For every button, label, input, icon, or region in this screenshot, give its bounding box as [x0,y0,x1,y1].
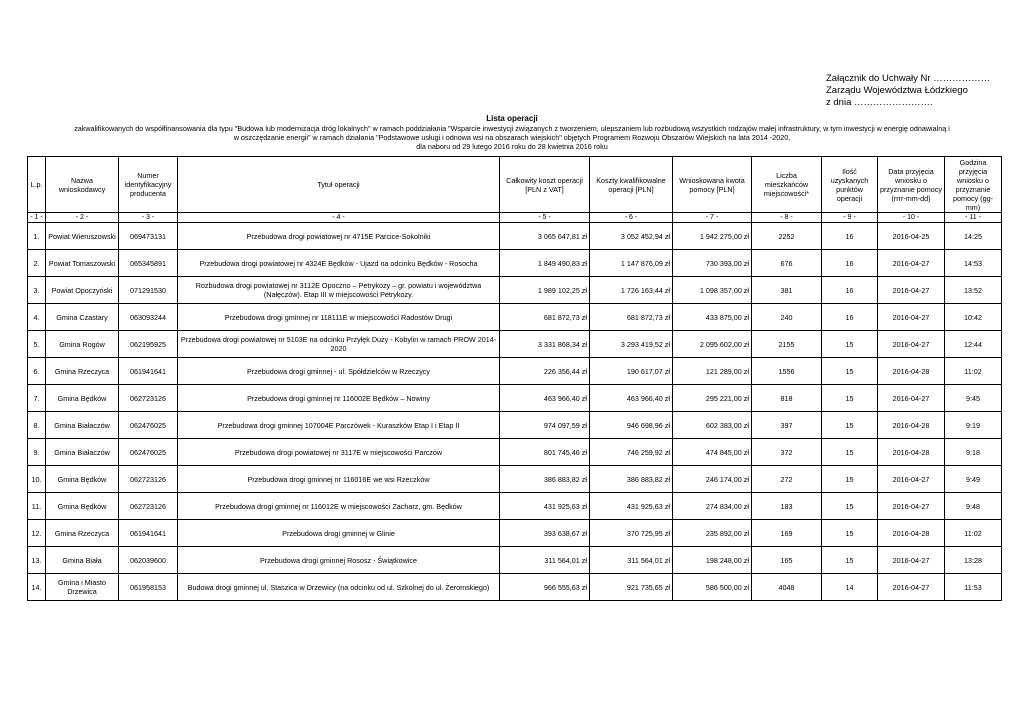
table-row [28,358,1002,385]
cell-residents: 397 [752,412,822,439]
cell-eligible-costs: 386 883,82 zł [590,466,673,493]
column-number: - 6 - [590,213,673,223]
cell-lp: 6. [28,358,46,385]
table-header-row [28,157,1002,213]
cell-eligible-costs: 311 564,01 zł [590,547,673,574]
cell-requested-amount: 730 393,00 zł [673,250,752,277]
cell-eligible-costs: 921 735,65 zł [590,574,673,601]
cell-eligible-costs: 946 698,96 zł [590,412,673,439]
cell-applicant: Powiat Wieruszowski [46,223,119,250]
cell-time: 13:52 [945,277,1002,304]
cell-lp: 8. [28,412,46,439]
cell-applicant: Gmina Rogów [46,331,119,358]
header-residents: Liczba mieszkańców miejscowości* [752,157,822,213]
cell-producer-id: 062723126 [119,493,178,520]
table-body [28,223,1002,601]
cell-date: 2016-04-27 [878,547,945,574]
cell-date: 2016-04-27 [878,493,945,520]
cell-residents: 240 [752,304,822,331]
cell-eligible-costs: 1 147 876,09 zł [590,250,673,277]
annex-line-date: z dnia ……………………. [826,97,933,108]
cell-points: 15 [822,466,878,493]
cell-residents: 4048 [752,574,822,601]
cell-residents: 676 [752,250,822,277]
cell-operation-title: Budowa drogi gminnej ul. Staszica w Drzewicy (na odcinku od ul. Szkolnej do ul. Żeromskiego) [178,574,500,601]
cell-operation-title: Rozbudowa drogi powiatowej nr 3112E Opoczno – Petrykozy – gr. powiatu i województwa (Nałęczów). Etap III w miejscowości Petrykozy. [178,277,500,304]
table-row [28,304,1002,331]
cell-producer-id: 063093244 [119,304,178,331]
cell-operation-title: Przebudowa drogi powiatowej nr 5103E na odcinku Przyłęk Duży - Kobylin w ramach PROW 2014-2020 [178,331,500,358]
header-lp: L.p. [28,157,46,213]
cell-residents: 381 [752,277,822,304]
heading-line-3: dla naboru od 29 lutego 2016 roku do 28 kwietnia 2016 roku [416,142,608,151]
cell-date: 2016-04-27 [878,331,945,358]
cell-time: 11:53 [945,574,1002,601]
header-time: Godzina przyjęcia wniosku o przyznanie pomocy (gg-mm) [945,157,1002,213]
cell-requested-amount: 474 845,00 zł [673,439,752,466]
table-row [28,412,1002,439]
table-row [28,520,1002,547]
cell-date: 2016-04-28 [878,439,945,466]
cell-points: 15 [822,520,878,547]
operations-table [27,156,1002,601]
cell-producer-id: 062195925 [119,331,178,358]
cell-total-cost: 386 883,82 zł [500,466,590,493]
cell-residents: 818 [752,385,822,412]
cell-applicant: Gmina i Miasto Drzewica [46,574,119,601]
header-eligible-costs: Koszty kwalifikowalne operacji [PLN] [590,157,673,213]
column-number-row [28,213,1002,223]
cell-residents: 1556 [752,358,822,385]
cell-eligible-costs: 431 925,63 zł [590,493,673,520]
column-number: - 1 - [28,213,46,223]
cell-producer-id: 062476025 [119,412,178,439]
cell-operation-title: Przebudowa drogi gminnej nr 116002E Będków – Nowiny [178,385,500,412]
cell-applicant: Powiat Opoczyński [46,277,119,304]
cell-eligible-costs: 746 259,92 zł [590,439,673,466]
table-row [28,223,1002,250]
header-operation-title: Tytuł operacji [178,157,500,213]
cell-applicant: Gmina Będków [46,385,119,412]
cell-producer-id: 062039600 [119,547,178,574]
cell-operation-title: Przebudowa drogi gminnej nr 116012E w miejscowości Zacharz, gm. Będków [178,493,500,520]
cell-requested-amount: 1 098 357,00 zł [673,277,752,304]
cell-time: 9:48 [945,493,1002,520]
cell-date: 2016-04-27 [878,277,945,304]
cell-producer-id: 062476025 [119,439,178,466]
column-number: - 2 - [46,213,119,223]
cell-date: 2016-04-28 [878,358,945,385]
cell-lp: 7. [28,385,46,412]
cell-producer-id: 069473131 [119,223,178,250]
cell-applicant: Gmina Białaczów [46,412,119,439]
header-applicant: Nazwa wnioskodawcy [46,157,119,213]
column-number: - 8 - [752,213,822,223]
cell-applicant: Gmina Czastary [46,304,119,331]
cell-total-cost: 681 872,73 zł [500,304,590,331]
column-number: - 9 - [822,213,878,223]
cell-date: 2016-04-25 [878,223,945,250]
cell-lp: 11. [28,493,46,520]
cell-applicant: Gmina Biała [46,547,119,574]
cell-total-cost: 966 555,63 zł [500,574,590,601]
cell-total-cost: 3 065 647,81 zł [500,223,590,250]
heading-line-1: zakwalifikowanych do współfinansowania dla typu "Budowa lub modernizacja dróg lokalnych" w ramach poddziałania "Wsparcie inwestycji związanych z tworzeniem, ulepszaniem lub rozbudową wszystkich rodzajów małej infrastruktury, w tym inwestycji w energię odnawialną i [74,124,950,133]
cell-total-cost: 801 745,46 zł [500,439,590,466]
annex-note [826,73,990,109]
cell-date: 2016-04-27 [878,466,945,493]
cell-operation-title: Przebudowa drogi gminnej - ul. Spółdzielców w Rzeczycy [178,358,500,385]
header-total-cost: Całkowity koszt operacji [PLN z VAT] [500,157,590,213]
cell-requested-amount: 433 875,00 zł [673,304,752,331]
cell-points: 15 [822,493,878,520]
cell-points: 14 [822,574,878,601]
cell-total-cost: 431 925,63 zł [500,493,590,520]
column-number: - 10 - [878,213,945,223]
cell-date: 2016-04-27 [878,250,945,277]
cell-lp: 9. [28,439,46,466]
cell-eligible-costs: 190 617,07 zł [590,358,673,385]
cell-total-cost: 974 097,59 zł [500,412,590,439]
cell-time: 9:49 [945,466,1002,493]
cell-producer-id: 062723126 [119,385,178,412]
cell-total-cost: 1 989 102,25 zł [500,277,590,304]
cell-residents: 372 [752,439,822,466]
column-number: - 5 - [500,213,590,223]
cell-residents: 165 [752,547,822,574]
table-row [28,466,1002,493]
cell-eligible-costs: 681 872,73 zł [590,304,673,331]
cell-lp: 3. [28,277,46,304]
cell-operation-title: Przebudowa drogi powiatowej nr 4324E Będków - Ujazd na odcinku Będków - Rosocha [178,250,500,277]
heading-line-2: w oszczędzanie energii" w ramach działania "Podstawowe usługi i odnowa wsi na obszarach wiejskich" objętych Programem Rozwoju Obszarów Wiejskich na lata 2014 -2020, [233,133,791,142]
cell-residents: 2155 [752,331,822,358]
cell-operation-title: Przebudowa drogi gminnej Rososz - Świątkowice [178,547,500,574]
cell-date: 2016-04-28 [878,520,945,547]
table-row [28,250,1002,277]
cell-requested-amount: 1 942 275,00 zł [673,223,752,250]
cell-time: 12:44 [945,331,1002,358]
cell-requested-amount: 295 221,00 zł [673,385,752,412]
cell-time: 9:45 [945,385,1002,412]
cell-requested-amount: 235 892,00 zł [673,520,752,547]
cell-residents: 169 [752,520,822,547]
cell-lp: 13. [28,547,46,574]
cell-applicant: Gmina Rzeczyca [46,520,119,547]
cell-points: 16 [822,277,878,304]
annex-line-resolution: Załącznik do Uchwały Nr ……………… [826,73,991,84]
header-points: Ilość uzyskanych punktów operacji [822,157,878,213]
cell-operation-title: Przebudowa drogi powiatowej nr 3117E w miejscowości Parczów [178,439,500,466]
cell-residents: 2252 [752,223,822,250]
cell-requested-amount: 198 248,00 zł [673,547,752,574]
cell-time: 14:53 [945,250,1002,277]
cell-lp: 2. [28,250,46,277]
cell-points: 16 [822,250,878,277]
table-row [28,493,1002,520]
cell-eligible-costs: 1 726 163,44 zł [590,277,673,304]
cell-operation-title: Przebudowa drogi gminnej w Glinie [178,520,500,547]
cell-applicant: Gmina Rzeczyca [46,358,119,385]
cell-points: 15 [822,385,878,412]
cell-producer-id: 061941641 [119,358,178,385]
cell-total-cost: 311 564,01 zł [500,547,590,574]
header-producer-id: Numer identyfikacyjny producenta [119,157,178,213]
column-number: - 7 - [673,213,752,223]
column-number: - 11 - [945,213,1002,223]
cell-producer-id: 071291530 [119,277,178,304]
cell-requested-amount: 246 174,00 zł [673,466,752,493]
cell-eligible-costs: 463 966,40 zł [590,385,673,412]
header-date: Data przyjęcia wniosku o przyznanie pomocy (rrrr-mm-dd) [878,157,945,213]
cell-lp: 1. [28,223,46,250]
cell-points: 16 [822,304,878,331]
cell-requested-amount: 2 095 602,00 zł [673,331,752,358]
cell-eligible-costs: 3 293 419,52 zł [590,331,673,358]
cell-residents: 272 [752,466,822,493]
table-row [28,574,1002,601]
header-requested-amount: Wnioskowana kwota pomocy [PLN] [673,157,752,213]
cell-operation-title: Przebudowa drogi gminnej nr 118111E w miejscowości Radostów Drugi [178,304,500,331]
table-row [28,385,1002,412]
cell-time: 14:25 [945,223,1002,250]
cell-producer-id: 062723126 [119,466,178,493]
column-number: - 3 - [119,213,178,223]
cell-requested-amount: 586 500,00 zł [673,574,752,601]
document-title: Lista operacji [486,114,538,123]
cell-time: 11:02 [945,520,1002,547]
table-row [28,277,1002,304]
cell-total-cost: 226 356,44 zł [500,358,590,385]
cell-requested-amount: 274 834,00 zł [673,493,752,520]
document-heading [20,114,1004,151]
cell-time: 10:42 [945,304,1002,331]
cell-lp: 12. [28,520,46,547]
cell-points: 15 [822,331,878,358]
annex-line-board: Zarządu Województwa Łódzkiego [826,85,968,96]
cell-total-cost: 393 638,67 zł [500,520,590,547]
cell-date: 2016-04-27 [878,304,945,331]
cell-points: 15 [822,439,878,466]
cell-requested-amount: 602 383,00 zł [673,412,752,439]
cell-points: 15 [822,412,878,439]
cell-total-cost: 3 331 868,34 zł [500,331,590,358]
cell-total-cost: 1 849 490,83 zł [500,250,590,277]
cell-eligible-costs: 370 725,95 zł [590,520,673,547]
cell-operation-title: Przebudowa drogi gminnej 107004E Parczówek - Kuraszków Etap I i Etap II [178,412,500,439]
cell-lp: 4. [28,304,46,331]
cell-lp: 5. [28,331,46,358]
cell-producer-id: 061941641 [119,520,178,547]
cell-total-cost: 463 966,40 zł [500,385,590,412]
cell-lp: 10. [28,466,46,493]
cell-eligible-costs: 3 052 452,94 zł [590,223,673,250]
table-row [28,547,1002,574]
cell-applicant: Gmina Będków [46,466,119,493]
cell-date: 2016-04-28 [878,412,945,439]
cell-points: 15 [822,547,878,574]
cell-date: 2016-04-27 [878,574,945,601]
cell-date: 2016-04-27 [878,385,945,412]
cell-time: 9:18 [945,439,1002,466]
cell-requested-amount: 121 289,00 zł [673,358,752,385]
cell-points: 15 [822,358,878,385]
cell-producer-id: 061958153 [119,574,178,601]
cell-applicant: Gmina Będków [46,493,119,520]
cell-operation-title: Przebudowa drogi gminnej nr 116016E we wsi Rzeczków [178,466,500,493]
cell-time: 11:02 [945,358,1002,385]
cell-time: 13:28 [945,547,1002,574]
cell-producer-id: 065345891 [119,250,178,277]
table-row [28,331,1002,358]
cell-residents: 183 [752,493,822,520]
cell-time: 9:19 [945,412,1002,439]
cell-operation-title: Przebudowa drogi powiatowej nr 4715E Parcice-Sokolniki [178,223,500,250]
cell-points: 16 [822,223,878,250]
table-row [28,439,1002,466]
cell-lp: 14. [28,574,46,601]
cell-applicant: Gmina Białaczów [46,439,119,466]
column-number: - 4 - [178,213,500,223]
cell-applicant: Powiat Tomaszowski [46,250,119,277]
